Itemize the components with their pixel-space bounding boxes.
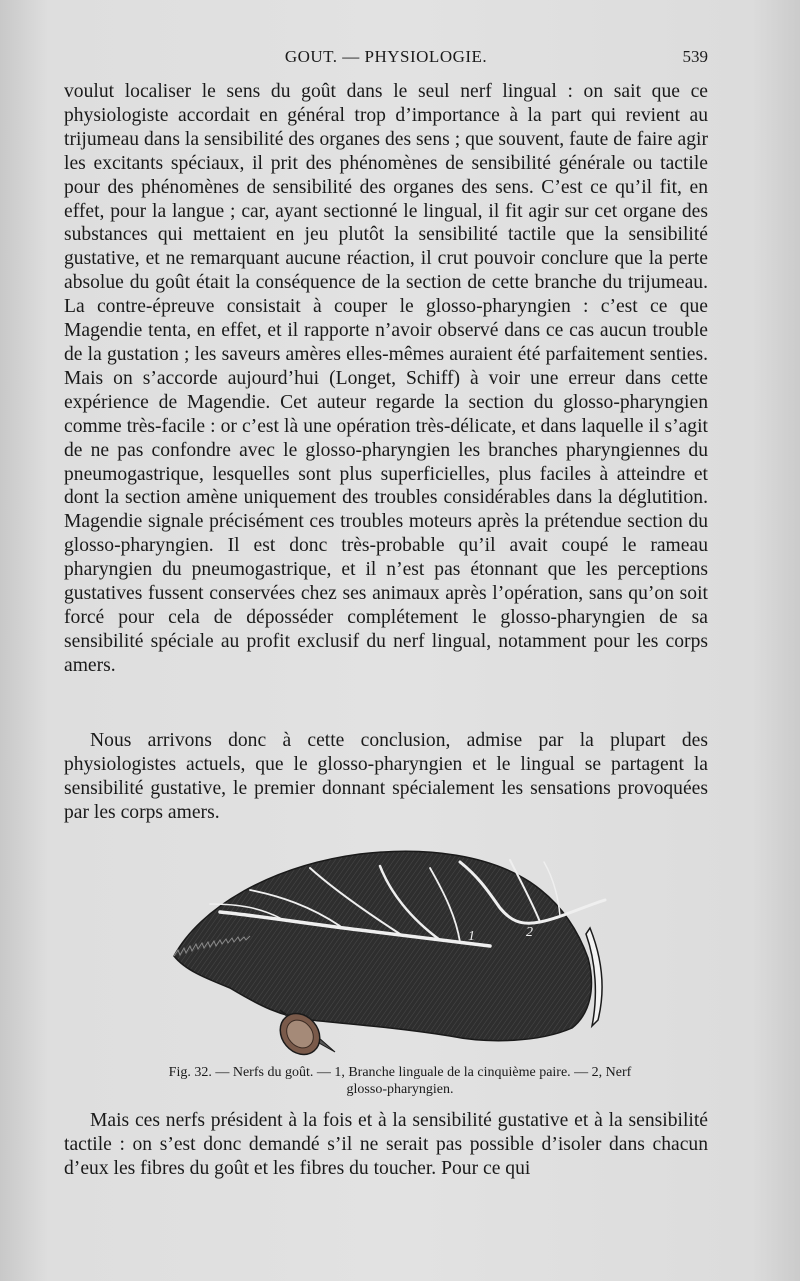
page-header bbox=[64, 47, 708, 71]
paragraph-3-text: Mais ces nerfs président à la fois et à la sensibilité gustative et à la sensibilité tactile : on s’est donc demandé s’il ne serait pas possible d’isoler dans chacun d’eux les fibres du goût et les fibres du toucher. Pour ce qui bbox=[64, 1110, 708, 1179]
figure-caption bbox=[100, 1064, 700, 1098]
page-number: 539 bbox=[682, 47, 708, 66]
running-title: GOUT. — PHYSIOLOGIE. bbox=[284, 47, 488, 66]
paragraph-3 bbox=[64, 1109, 708, 1181]
paragraph-1-text: voulut localiser le sens du goût dans le seul nerf lingual : on sait que ce physiologiste accordait en général trop d’importance à la part qui revient au trijumeau dans la sensibilité des organes des sens ; que souvent, faute de faire agir les excitants spéciaux, il prit des phénomènes de sensibilité générale ou tactile pour des phénomènes de sensibilité des organes des sens. C’est ce qu’il fit, en effet, pour la langue ; car, ayant sectionné le lingual, il fit agir sur cet organe des substances qui mettaient en jeu plutôt la sensibilité tactile que la sensibilité gustative, et ne remarquant aucune réaction, il crut pouvoir conclure que la perte absolue du goût était la conséquence de la section de cette branche du trijumeau. La contre-épreuve consistait à couper le glosso-pharyngien : c’est ce que Magendie tenta, en effet, et il rapporte n’avoir observé dans ce cas aucun trouble de la gustation ; les saveurs amères elles-mêmes auraient été parfaitement senties. Mais on s’accorde aujourd’hui (Longet, Schiff) à voir une erreur dans cette expérience de Magendie. Cet auteur regarde la section du glosso-pharyngien comme très-facile : or c’est là une opération très-délicate, et dans laquelle il s’agit de ne pas confondre avec le glosso-pharyngien les branches pharyngiennes du pneumogastrique, lesquelles sont plus superficielles, plus faciles à atteindre et dont la section amène uniquement des troubles considérables dans la déglutition. Magendie signale précisément ces troubles moteurs après la prétendue section du glosso-pharyngien. Il est donc très-probable qu’il avait coupé le rameau pharyngien du pneumogastrique, et il n’est pas étonnant que les perceptions gustatives fussent conservées chez ses animaux après l’opération, sans qu’on soit forcé pour cela de déposséder complétement le glosso-pharyngien de sa sensibilité spéciale au profit exclusif du nerf lingual, notamment pour les corps amers. bbox=[64, 81, 708, 676]
paragraph-2 bbox=[64, 729, 708, 825]
figure-label-1: 1 bbox=[468, 929, 475, 944]
figure-tongue-nerves bbox=[160, 838, 620, 1058]
figure-caption-line-2: glosso-pharyngien. bbox=[346, 1082, 454, 1097]
tongue-body bbox=[174, 851, 591, 1040]
paragraph-1 bbox=[64, 80, 708, 678]
figure-label-2: 2 bbox=[526, 925, 533, 940]
paragraph-2-text: Nous arrivons donc à cette conclusion, admise par la plupart des physiologistes actuels, que le glosso-pharyngien et le lingual se partagent la sensibilité gustative, le premier donnant spécialement les sensations provoquées par les corps amers. bbox=[64, 730, 708, 823]
figure-caption-line-1: Fig. 32. — Nerfs du goût. — 1, Branche linguale de la cinquième paire. — 2, Nerf bbox=[168, 1065, 632, 1080]
